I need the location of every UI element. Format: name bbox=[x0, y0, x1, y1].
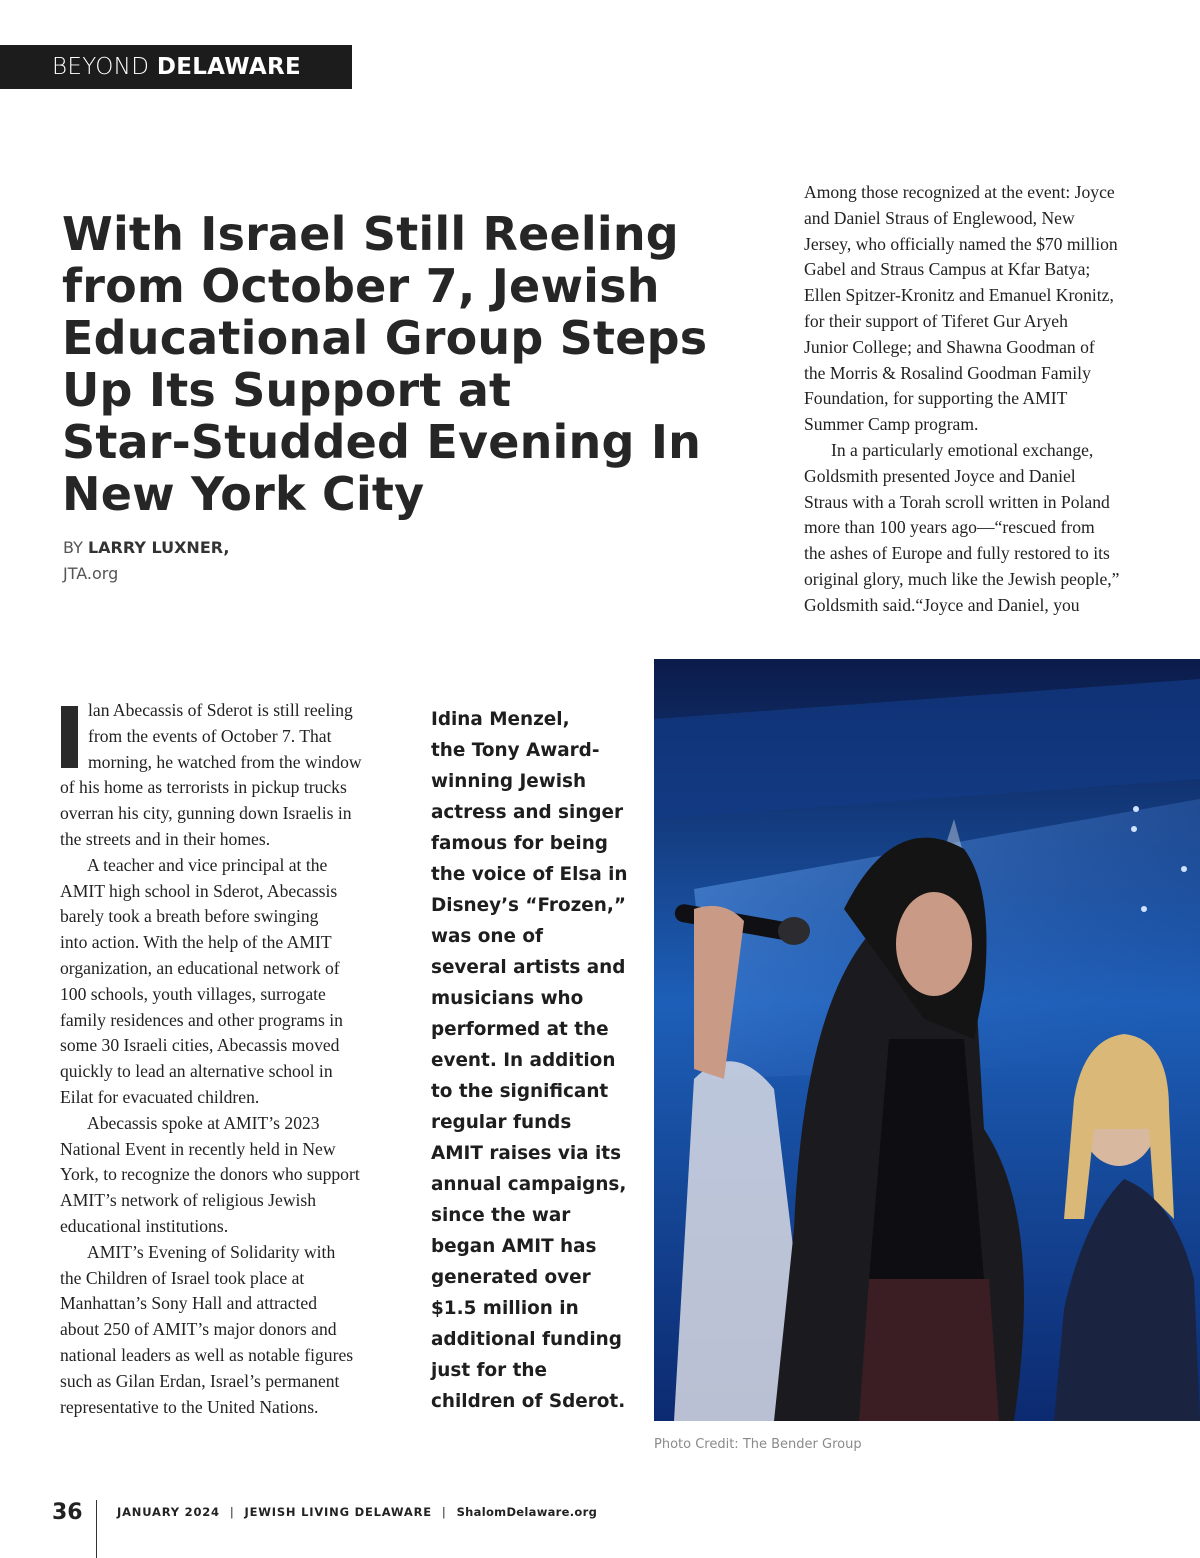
drop-cap-paragraph bbox=[60, 698, 410, 775]
section-label-light: BEYOND bbox=[52, 54, 150, 80]
article-column-left bbox=[60, 698, 410, 1420]
article-line: National Event in recently held in New bbox=[60, 1138, 336, 1159]
byline-author: LARRY LUXNER, bbox=[87, 538, 230, 557]
article-line: Eilat for evacuated children. bbox=[60, 1086, 260, 1107]
article-line: some 30 Israeli cities, Abecassis moved bbox=[60, 1035, 340, 1056]
article-column-left-body bbox=[60, 775, 410, 1420]
article-line: Goldsmith presented Joyce and Daniel bbox=[804, 465, 1076, 486]
pull-quote bbox=[431, 704, 651, 1417]
pull-quote-line: additional funding bbox=[431, 1329, 622, 1350]
article-line: Junior College; and Shawna Goodman of bbox=[804, 336, 1095, 357]
article-line: AMIT’s network of religious Jewish bbox=[60, 1190, 317, 1211]
article-line: morning, he watched from the window bbox=[88, 751, 362, 772]
headline bbox=[62, 208, 762, 520]
footer-date: JANUARY 2024 bbox=[117, 1505, 220, 1519]
article-line: Summer Camp program. bbox=[804, 414, 979, 435]
pull-quote-line: was one of bbox=[431, 926, 543, 947]
pull-quote-line: Idina Menzel, bbox=[431, 709, 570, 730]
article-line: representative to the United Nations. bbox=[60, 1396, 319, 1417]
pull-quote-line: actress and singer bbox=[431, 802, 624, 823]
section-label-bold: DELAWARE bbox=[156, 54, 302, 80]
article-line: and Daniel Straus of Englewood, New bbox=[804, 207, 1075, 228]
footer-separator: | bbox=[229, 1505, 235, 1519]
article-line: lan Abecassis of Sderot is still reeling bbox=[88, 700, 353, 720]
article-line: educational institutions. bbox=[60, 1215, 229, 1236]
article-line: organization, an educational network of bbox=[60, 957, 340, 978]
article-line: Straus with a Torah scroll written in Poland bbox=[804, 491, 1110, 512]
article-line: Abecassis spoke at AMIT’s 2023 bbox=[87, 1112, 320, 1133]
headline-line: from October 7, Jewish bbox=[62, 259, 660, 313]
article-line: of his home as terrorists in pickup trucks bbox=[60, 777, 347, 798]
pull-quote-line: annual campaigns, bbox=[431, 1174, 627, 1195]
article-line: York, to recognize the donors who support bbox=[60, 1164, 360, 1185]
pull-quote-line: since the war bbox=[431, 1205, 571, 1226]
pull-quote-line: the voice of Elsa in bbox=[431, 864, 628, 885]
article-line: about 250 of AMIT’s major donors and bbox=[60, 1319, 337, 1340]
article-line: barely took a breath before swinging bbox=[60, 906, 319, 927]
pull-quote-line: regular funds bbox=[431, 1112, 572, 1133]
pull-quote-line: AMIT raises via its bbox=[431, 1143, 622, 1164]
pull-quote-line: just for the bbox=[431, 1360, 548, 1381]
pull-quote-line: generated over bbox=[431, 1267, 591, 1288]
article-line: AMIT’s Evening of Solidarity with bbox=[87, 1241, 336, 1262]
byline-source: JTA.org bbox=[63, 564, 119, 583]
article-line: Among those recognized at the event: Joyce bbox=[804, 182, 1115, 202]
article-line: overran his city, gunning down Israelis in bbox=[60, 803, 352, 824]
article-line: the ashes of Europe and fully restored to its bbox=[804, 543, 1110, 564]
article-line: from the events of October 7. That bbox=[88, 725, 332, 746]
footer-publication: JEWISH LIVING DELAWARE bbox=[244, 1505, 432, 1519]
byline bbox=[63, 538, 229, 557]
article-line: original glory, much like the Jewish people,” bbox=[804, 568, 1120, 589]
pull-quote-line: event. In addition bbox=[431, 1050, 616, 1071]
headline-line: Star-Studded Evening In bbox=[62, 415, 702, 469]
article-line: such as Gilan Erdan, Israel’s permanent bbox=[60, 1370, 340, 1391]
byline-by: BY bbox=[63, 538, 83, 557]
headline-line: With Israel Still Reeling bbox=[62, 207, 679, 261]
performer-photo-illustration bbox=[654, 659, 1200, 1421]
article-line: the Children of Israel took place at bbox=[60, 1267, 305, 1288]
pull-quote-line: winning Jewish bbox=[431, 771, 587, 792]
pull-quote-line: Disney’s “Frozen,” bbox=[431, 895, 626, 916]
article-line: family residences and other programs in bbox=[60, 1009, 343, 1030]
article-line: more than 100 years ago—“rescued from bbox=[804, 517, 1095, 538]
article-line: national leaders as well as notable figures bbox=[60, 1344, 354, 1365]
article-line: Manhattan’s Sony Hall and attracted bbox=[60, 1293, 317, 1314]
pull-quote-line: $1.5 million in bbox=[431, 1298, 579, 1319]
page-number: 36 bbox=[52, 1500, 83, 1525]
article-line: the streets and in their homes. bbox=[60, 828, 271, 849]
article-line: Ellen Spitzer-Kronitz and Emanuel Kronitz, bbox=[804, 285, 1114, 306]
article-line: into action. With the help of the AMIT bbox=[60, 932, 332, 953]
pull-quote-line: children of Sderot. bbox=[431, 1391, 626, 1412]
article-line: Gabel and Straus Campus at Kfar Batya; bbox=[804, 259, 1091, 280]
footer-divider bbox=[96, 1500, 97, 1558]
performer-photo bbox=[654, 659, 1200, 1421]
article-line: A teacher and vice principal at the bbox=[87, 854, 328, 875]
pull-quote-line: began AMIT has bbox=[431, 1236, 597, 1257]
pull-quote-line: famous for being bbox=[431, 833, 608, 854]
headline-line: Up Its Support at bbox=[62, 363, 512, 417]
pull-quote-line: musicians who bbox=[431, 988, 584, 1009]
article-line: for their support of Tiferet Gur Aryeh bbox=[804, 310, 1068, 331]
article-line: 100 schools, youth villages, surrogate bbox=[60, 983, 326, 1004]
article-column-top-right bbox=[804, 180, 1164, 619]
pull-quote-line: the Tony Award- bbox=[431, 740, 600, 761]
footer-site-link[interactable]: ShalomDelaware.org bbox=[456, 1505, 598, 1519]
pull-quote-line: performed at the bbox=[431, 1019, 609, 1040]
article-line: Jersey, who officially named the $70 million bbox=[804, 233, 1118, 254]
article-line: AMIT high school in Sderot, Abecassis bbox=[60, 880, 338, 901]
pull-quote-line: to the significant bbox=[431, 1081, 609, 1102]
photo-credit: Photo Credit: The Bender Group bbox=[654, 1437, 862, 1452]
footer-separator: | bbox=[441, 1505, 447, 1519]
article-line: In a particularly emotional exchange, bbox=[831, 439, 1094, 460]
headline-line: Educational Group Steps bbox=[62, 311, 708, 365]
article-line: quickly to lead an alternative school in bbox=[60, 1061, 333, 1082]
headline-line: New York City bbox=[62, 467, 425, 521]
article-line: Foundation, for supporting the AMIT bbox=[804, 388, 1068, 409]
article-line: Goldsmith said.“Joyce and Daniel, you bbox=[804, 594, 1080, 615]
pull-quote-line: several artists and bbox=[431, 957, 626, 978]
footer-info bbox=[117, 1505, 597, 1519]
section-banner bbox=[0, 45, 352, 89]
article-line: the Morris & Rosalind Goodman Family bbox=[804, 362, 1091, 383]
